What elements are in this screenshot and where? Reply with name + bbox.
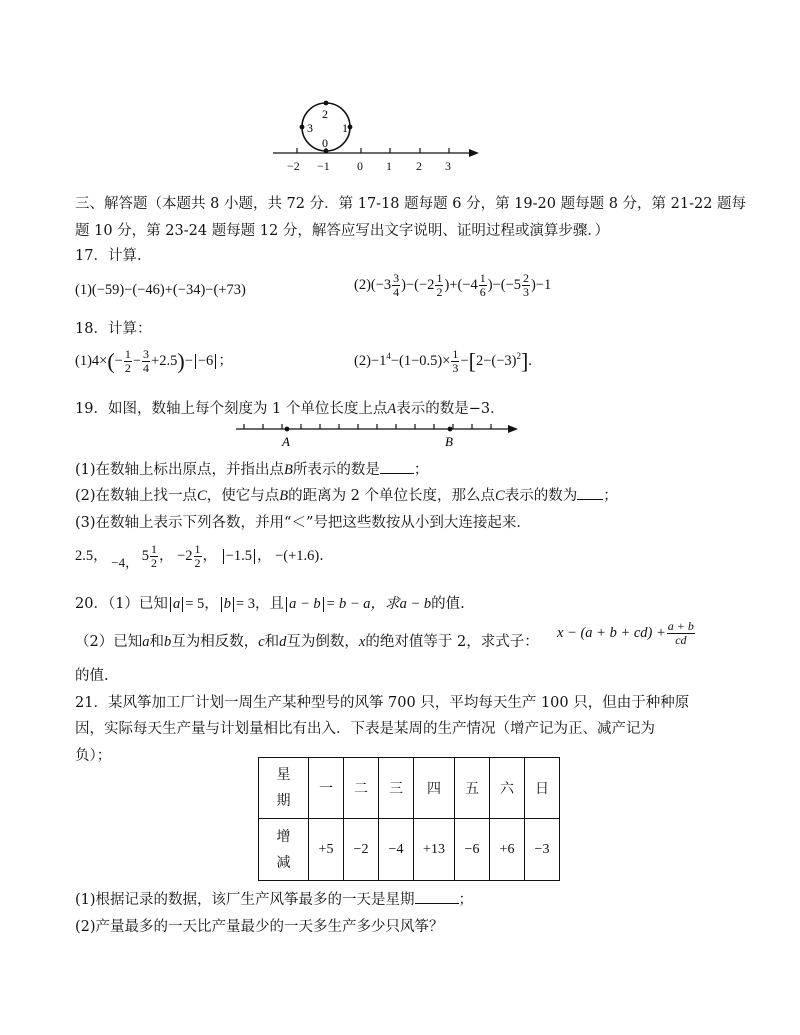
tick-label: 3 bbox=[445, 159, 451, 173]
circle-label-3: 3 bbox=[307, 121, 313, 135]
axis-arrow bbox=[469, 149, 479, 157]
q21-line2: 因，实际每天生产量与计划量相比有出入．下表是某周的生产情况（增产记为正、减产记为 bbox=[75, 721, 655, 737]
tick-label: −1 bbox=[317, 159, 330, 173]
point-A bbox=[285, 427, 290, 432]
q20-part1: 20．（1）已知 a = 5， b = 3，且 a − b = b − a，求a − b的值. bbox=[75, 596, 465, 612]
tick-label: 0 bbox=[357, 159, 363, 173]
point-B-label: B bbox=[445, 434, 453, 449]
q17-title: 17．计算. bbox=[75, 248, 142, 264]
q20-part2: （2）已知a和b互为相反数，c和d互为倒数，x的绝对值等于 2，求式子： bbox=[75, 634, 539, 650]
q19-numbers: 2.5， −4， 5 $\frac{1}{2}$ ， −2 $\frac{1}{2}$ ， −1.5 ， −(+1.6)． bbox=[75, 542, 334, 570]
table-row bbox=[259, 758, 560, 819]
table-cell: −2 bbox=[344, 819, 379, 881]
table-cell: −3 bbox=[525, 819, 560, 881]
q21-line1: 21．某风筝加工厂计划一周生产某种型号的风筝 700 只，平均每天生产 100 只，但由于种种原 bbox=[75, 695, 690, 711]
tick-label: −2 bbox=[287, 159, 300, 173]
answer-blank[interactable] bbox=[380, 473, 414, 474]
table-cell: 三 bbox=[379, 758, 414, 819]
tick-label: 1 bbox=[386, 159, 392, 173]
production-table bbox=[258, 757, 560, 881]
answer-blank[interactable] bbox=[577, 499, 603, 500]
table-cell: 四 bbox=[414, 758, 455, 819]
q21-line3: 负）； bbox=[75, 748, 112, 764]
circle-point-left bbox=[300, 125, 305, 130]
q18-part2: $(2)-1^4-(1-0.5)\times$ $\frac{1}{3}$ $-[2-(-3)^2]$. bbox=[354, 347, 532, 375]
tick-label: 2 bbox=[416, 159, 422, 173]
table-cell: 五 bbox=[455, 758, 490, 819]
point-A-label: A bbox=[282, 434, 290, 449]
answer-blank[interactable] bbox=[415, 903, 459, 904]
table-cell: −4 bbox=[379, 819, 414, 881]
q19-sub3: (3)在数轴上表示下列各数，并用“＜”号把这些数按从小到大连接起来． bbox=[75, 515, 531, 531]
circle-label-0: 0 bbox=[322, 136, 328, 150]
section-heading-line2: 题 10 分，第 23-24 题每题 12 分，解答应写出文字说明、证明过程或演算步骤．） bbox=[75, 223, 610, 239]
table-cell: 六 bbox=[490, 758, 525, 819]
point-B bbox=[448, 427, 453, 432]
q17-part2: (2)(−3 $\frac{3}{4}$ )−(−2 $\frac{1}{2}$ )+(−4 $\frac{1}{6}$ )−(−5 $\frac{2}{3}$ )−1 bbox=[354, 271, 552, 299]
q21-sub1: (1)根据记录的数据，该厂生产风筝最多的一天是星期 ； bbox=[75, 892, 474, 908]
circle-label-2: 2 bbox=[322, 107, 328, 121]
q21-sub2: (2)产量最多的一天比产量最少的一天多生产多少只风筝？ bbox=[75, 919, 444, 935]
circle-label-1: 1 bbox=[342, 121, 348, 135]
q19-number-line bbox=[232, 418, 522, 450]
table-cell: +13 bbox=[414, 819, 455, 881]
q17-part1: (1)(−59)−(−46)+(−34)−(+73) bbox=[75, 282, 246, 298]
circle-number-line-figure bbox=[265, 92, 490, 177]
table-row bbox=[259, 819, 560, 881]
q20-expression: x − (a + b + cd) + $\frac{a + b}{cd}$ bbox=[557, 619, 694, 647]
q19-sub2: (2)在数轴上找一点C，使它与点B的距离为 2 个单位长度，那么点C表示的数为 ； bbox=[75, 488, 618, 504]
q18-title: 18．计算： bbox=[75, 321, 152, 337]
table-header-cell: 增 减 bbox=[259, 819, 309, 881]
circle-point-right bbox=[348, 125, 353, 130]
table-cell: +5 bbox=[309, 819, 344, 881]
q19-sub1: (1)在数轴上标出原点，并指出点B所表示的数是 ； bbox=[75, 462, 429, 478]
circle-point-top bbox=[324, 101, 329, 106]
table-cell: −6 bbox=[455, 819, 490, 881]
table-cell: 一 bbox=[309, 758, 344, 819]
table-header-cell: 星 期 bbox=[259, 758, 309, 819]
q19-stem: 19．如图，数轴上每个刻度为 1 个单位长度上点A表示的数是−3． bbox=[75, 401, 505, 417]
q18-part1: (1)4×(− $\frac{1}{2}$ − $\frac{3}{4}$ +2.5)− −6 ； bbox=[75, 347, 233, 375]
table-cell: 二 bbox=[344, 758, 379, 819]
table-cell: +6 bbox=[490, 819, 525, 881]
table-cell: 日 bbox=[525, 758, 560, 819]
q20-tail: 的值. bbox=[75, 668, 109, 684]
section-heading-line1: 三、解答题（本题共 8 小题，共 72 分．第 17-18 题每题 6 分，第 19-20 题每题 8 分，第 21-22 题每 bbox=[75, 196, 747, 212]
